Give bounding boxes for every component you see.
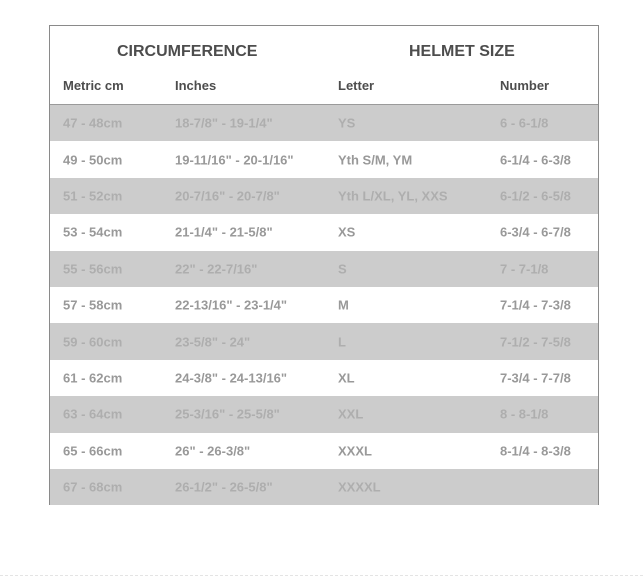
inches-cell: 21-1/4" - 21-5/8"	[175, 224, 273, 240]
helmet-size-heading: HELMET SIZE	[409, 43, 515, 60]
metric-cell: 65 - 66cm	[63, 443, 123, 459]
number-cell: 6-3/4 - 6-7/8	[500, 224, 571, 240]
metric-cell: 53 - 54cm	[63, 224, 123, 240]
letter-cell: M	[338, 297, 349, 313]
table-row	[50, 469, 598, 505]
letter-cell: Yth L/XL, YL, XXS	[338, 188, 448, 204]
table-row	[50, 214, 598, 250]
inches-cell: 18-7/8" - 19-1/4"	[175, 115, 273, 131]
number-cell: 8 - 8-1/8	[500, 406, 549, 422]
number-cell: 6-1/2 - 6-5/8	[500, 188, 571, 204]
number-cell: 7-1/2 - 7-5/8	[500, 334, 571, 350]
table-body	[50, 105, 598, 505]
table-row	[50, 360, 598, 396]
metric-cell: 59 - 60cm	[63, 334, 123, 350]
table-row	[50, 323, 598, 359]
letter-cell: XXXXL	[338, 479, 381, 495]
inches-cell: 26" - 26-3/8"	[175, 443, 251, 459]
table-row	[50, 287, 598, 323]
table-row	[50, 251, 598, 287]
inches-cell: 23-5/8" - 24"	[175, 334, 251, 350]
column-header-row	[50, 77, 598, 105]
inches-cell: 26-1/2" - 26-5/8"	[175, 479, 273, 495]
column-header-number: Number	[500, 78, 550, 93]
number-cell: 6-1/4 - 6-3/8	[500, 152, 571, 168]
helmet-size-table	[49, 25, 599, 505]
metric-cell: 63 - 64cm	[63, 406, 123, 422]
table-row	[50, 396, 598, 432]
inches-cell: 22" - 22-7/16"	[175, 261, 258, 277]
letter-cell: S	[338, 261, 347, 277]
table-row	[50, 433, 598, 469]
inches-cell: 24-3/8" - 24-13/16"	[175, 370, 288, 386]
column-header-letter: Letter	[338, 78, 375, 93]
metric-cell: 57 - 58cm	[63, 297, 123, 313]
letter-cell: XS	[338, 224, 356, 240]
inches-cell: 19-11/16" - 20-1/16"	[175, 152, 294, 168]
column-header-inches: Inches	[175, 78, 217, 93]
letter-cell: XL	[338, 370, 355, 386]
inches-cell: 22-13/16" - 23-1/4"	[175, 297, 288, 313]
letter-cell: Yth S/M, YM	[338, 152, 413, 168]
table-row	[50, 178, 598, 214]
number-cell: 7-3/4 - 7-7/8	[500, 370, 571, 386]
number-cell: 7-1/4 - 7-3/8	[500, 297, 571, 313]
metric-cell: 47 - 48cm	[63, 115, 123, 131]
column-header-metric: Metric cm	[63, 78, 124, 93]
number-cell: 8-1/4 - 8-3/8	[500, 443, 571, 459]
metric-cell: 61 - 62cm	[63, 370, 123, 386]
number-cell: 7 - 7-1/8	[500, 261, 549, 277]
table-row	[50, 105, 598, 141]
metric-cell: 51 - 52cm	[63, 188, 123, 204]
metric-cell: 67 - 68cm	[63, 479, 123, 495]
metric-cell: 55 - 56cm	[63, 261, 123, 277]
metric-cell: 49 - 50cm	[63, 152, 123, 168]
letter-cell: XXXL	[338, 443, 372, 459]
table-row	[50, 141, 598, 177]
page-bottom-divider	[0, 575, 643, 576]
group-header-row	[50, 26, 598, 76]
inches-cell: 25-3/16" - 25-5/8"	[175, 406, 280, 422]
inches-cell: 20-7/16" - 20-7/8"	[175, 188, 280, 204]
letter-cell: XXL	[338, 406, 364, 422]
number-cell: 6 - 6-1/8	[500, 115, 549, 131]
circumference-heading: CIRCUMFERENCE	[117, 43, 258, 60]
letter-cell: YS	[338, 115, 356, 131]
letter-cell: L	[338, 334, 346, 350]
